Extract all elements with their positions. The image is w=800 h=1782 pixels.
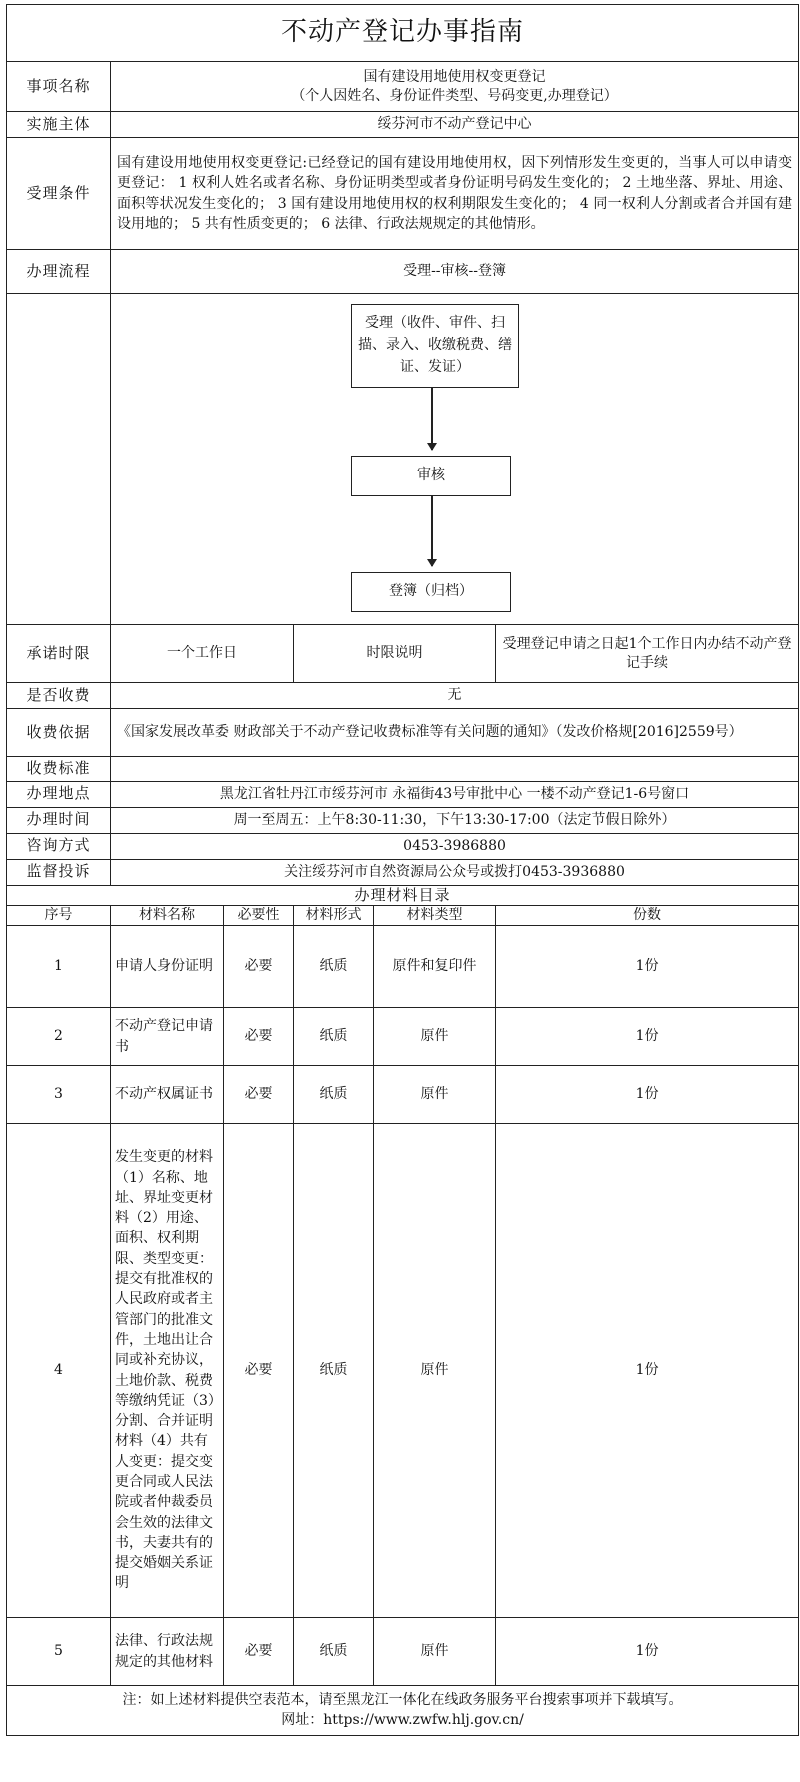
- item-name-line1: 国有建设用地使用权变更登记: [363, 69, 546, 86]
- material-no: 2: [7, 1008, 111, 1066]
- process-label: 办理流程: [7, 250, 111, 294]
- authority-value: 绥芬河市不动产登记中心: [111, 112, 799, 138]
- material-need: 必要: [224, 1618, 294, 1686]
- header-no: 序号: [7, 906, 111, 926]
- flowchart-spacer: [7, 294, 111, 625]
- material-form: 纸质: [294, 1066, 374, 1124]
- material-name: 申请人身份证明: [111, 926, 224, 1008]
- material-count: 1份: [496, 1008, 799, 1066]
- material-type: 原件: [374, 1066, 496, 1124]
- title-row: [7, 5, 799, 62]
- material-name: 不动产登记申请书: [111, 1008, 224, 1066]
- fee-standard-row: [7, 757, 799, 782]
- flowchart-row: [7, 294, 799, 625]
- material-need: 必要: [224, 1124, 294, 1618]
- conditions-label: 受理条件: [7, 138, 111, 250]
- fee-basis-value: 《国家发展改革委 财政部关于不动产登记收费标准等有关问题的通知》（发改价格规[2016]2559号）: [111, 709, 799, 757]
- footer-url: 网址：https://www.zwfw.hlj.gov.cn/: [281, 1712, 524, 1729]
- footer-note-cell: [7, 1686, 799, 1736]
- material-no: 3: [7, 1066, 111, 1124]
- consult-row: [7, 833, 799, 859]
- flow-step-register: 登簿（归档）: [351, 572, 511, 612]
- header-form: 材料形式: [294, 906, 374, 926]
- conditions-row: [7, 138, 799, 250]
- process-summary: 受理--审核--登簿: [111, 250, 799, 294]
- location-value: 黑龙江省牡丹江市绥芬河市 永福街43号审批中心 一楼不动产登记1-6号窗口: [111, 781, 799, 807]
- authority-label: 实施主体: [7, 112, 111, 138]
- item-name-line2: （个人因姓名、身份证件类型、号码变更,办理登记）: [291, 87, 618, 104]
- materials-header-row: [7, 906, 799, 926]
- authority-row: [7, 112, 799, 138]
- materials-title: 办理材料目录: [7, 885, 799, 906]
- location-row: [7, 781, 799, 807]
- material-no: 1: [7, 926, 111, 1008]
- material-form: 纸质: [294, 926, 374, 1008]
- hours-row: [7, 807, 799, 833]
- header-need: 必要性: [224, 906, 294, 926]
- flow-arrow-1: [431, 388, 433, 450]
- material-type: 原件和复印件: [374, 926, 496, 1008]
- time-limit-label: 承诺时限: [7, 625, 111, 683]
- guide-sheet: [6, 4, 798, 1736]
- item-name-row: [7, 62, 799, 112]
- header-type: 材料类型: [374, 906, 496, 926]
- material-count: 1份: [496, 1066, 799, 1124]
- page-title: 不动产登记办事指南: [7, 5, 799, 62]
- process-row: [7, 250, 799, 294]
- material-type: 原件: [374, 1618, 496, 1686]
- conditions-text: 国有建设用地使用权变更登记:已经登记的国有建设用地使用权，因下列情形发生变更的，当事人可以申请变更登记： 1 权利人姓名或者名称、身份证明类型或者身份证明号码发生变化的； 2 土地坐落、界址、用途、面积等状况发生变化的； 3 国有建设用地使用权的权利期限发生变化的； 4 同一权利人分割或者合并国有建设用地的； 5 共有性质变更的； 6 法律、行政法规规定的其他情形。: [111, 138, 799, 250]
- time-limit-value: 一个工作日: [111, 625, 294, 683]
- material-row: [7, 1008, 799, 1066]
- material-row: [7, 1618, 799, 1686]
- fee-value: 无: [111, 683, 799, 709]
- material-row: [7, 1124, 799, 1618]
- flow-step-review: 审核: [351, 456, 511, 496]
- material-need: 必要: [224, 926, 294, 1008]
- consult-value: 0453-3986880: [111, 833, 799, 859]
- material-need: 必要: [224, 1008, 294, 1066]
- hours-label: 办理时间: [7, 807, 111, 833]
- material-type: 原件: [374, 1008, 496, 1066]
- fee-standard-label: 收费标准: [7, 757, 111, 782]
- material-no: 5: [7, 1618, 111, 1686]
- material-name: 法律、行政法规规定的其他材料: [111, 1618, 224, 1686]
- fee-basis-label: 收费依据: [7, 709, 111, 757]
- material-count: 1份: [496, 1124, 799, 1618]
- flowchart: [111, 294, 798, 624]
- fee-row: [7, 683, 799, 709]
- fee-label: 是否收费: [7, 683, 111, 709]
- material-no: 4: [7, 1124, 111, 1618]
- complaint-row: [7, 859, 799, 885]
- item-name-value: [111, 62, 799, 112]
- material-type: 原件: [374, 1124, 496, 1618]
- time-limit-note-label: 时限说明: [294, 625, 496, 683]
- flow-arrow-2: [431, 496, 433, 566]
- complaint-value: 关注绥芬河市自然资源局公众号或拨打0453-3936880: [111, 859, 799, 885]
- location-label: 办理地点: [7, 781, 111, 807]
- header-name: 材料名称: [111, 906, 224, 926]
- material-form: 纸质: [294, 1124, 374, 1618]
- material-form: 纸质: [294, 1008, 374, 1066]
- flowchart-cell: [111, 294, 799, 625]
- guide-table: [6, 4, 799, 1736]
- material-name: 发生变更的材料（1）名称、地址、界址变更材料（2）用途、面积、权利期限、类型变更：提交有批准权的人民政府或者主管部门的批准文件，土地出让合同或补充协议，土地价款、税费等缴纳凭证（3）分割、合并证明材料（4）共有人变更：提交变更合同或人民法院或者仲裁委员会生效的法律文书，夫妻共有的提交婚姻关系证明: [111, 1124, 224, 1618]
- complaint-label: 监督投诉: [7, 859, 111, 885]
- fee-standard-value: [111, 757, 799, 782]
- fee-basis-row: [7, 709, 799, 757]
- footer-note: 注：如上述材料提供空表范本，请至黑龙江一体化在线政务服务平台搜索事项并下载填写。: [122, 1692, 683, 1708]
- time-limit-note: 受理登记申请之日起1个工作日内办结不动产登记手续: [496, 625, 799, 683]
- footer-row: [7, 1686, 799, 1736]
- materials-title-row: [7, 885, 799, 906]
- time-limit-row: [7, 625, 799, 683]
- item-name-label: 事项名称: [7, 62, 111, 112]
- material-row: [7, 926, 799, 1008]
- hours-value: 周一至周五：上午8:30-11:30，下午13:30-17:00（法定节假日除外）: [111, 807, 799, 833]
- material-count: 1份: [496, 1618, 799, 1686]
- material-count: 1份: [496, 926, 799, 1008]
- material-form: 纸质: [294, 1618, 374, 1686]
- material-row: [7, 1066, 799, 1124]
- flow-step-accept: 受理（收件、审件、扫描、录入、收缴税费、缮证、发证）: [351, 304, 519, 388]
- material-need: 必要: [224, 1066, 294, 1124]
- consult-label: 咨询方式: [7, 833, 111, 859]
- material-name: 不动产权属证书: [111, 1066, 224, 1124]
- header-count: 份数: [496, 906, 799, 926]
